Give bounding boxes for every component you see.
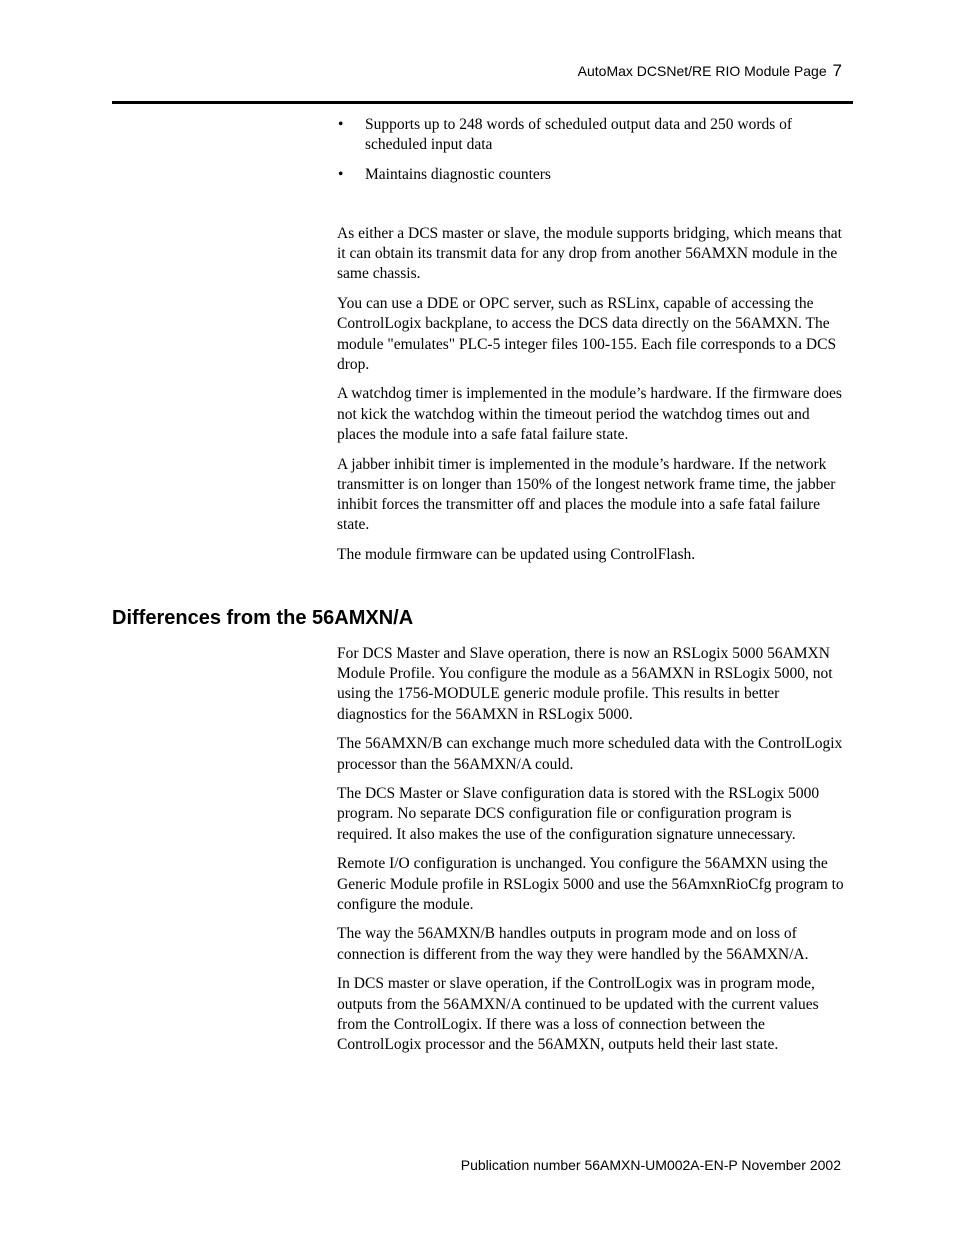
- section-paragraph: For DCS Master and Slave operation, there is now an RSLogix 5000 56AMXN Module Profile. You configure the module as a 56AMXN in RSLogix 5000, not using the 1756-MODULE generic module profile. This results in better diagnostics for the 56AMXN in RSLogix 5000.: [337, 645, 833, 723]
- feature-bullet-list: [337, 115, 847, 196]
- section-paragraph: Remote I/O configuration is unchanged. You configure the 56AMXN using the Generic Module profile in RSLogix 5000 and use the 56AmxnRioCfg program to configure the module.: [337, 855, 844, 913]
- intro-text-block: [337, 224, 847, 575]
- section-heading: Differences from the 56AMXN/A: [112, 607, 414, 629]
- section-paragraph: The DCS Master or Slave configuration data is stored with the RSLogix 5000 program. No separate DCS configuration file or configuration program is required. It also makes the use of the configuration signature unnecessary.: [337, 785, 820, 843]
- intro-paragraph: The module firmware can be updated using ControlFlash.: [337, 545, 696, 563]
- section-text-block: [337, 644, 847, 1065]
- intro-paragraph: You can use a DDE or OPC server, such as RSLinx, capable of accessing the ControlLogix backplane, to access the DCS data directly on the 56AMXN. The module "emulates" PLC-5 integer files 100-155. Each file corresponds to a DCS drop.: [337, 295, 837, 373]
- page-number: 7: [832, 61, 842, 80]
- section-paragraph: The way the 56AMXN/B handles outputs in program mode and on loss of connection is different from the way they were handled by the 56AMXN/A.: [337, 925, 809, 963]
- section-paragraph: The 56AMXN/B can exchange much more scheduled data with the ControlLogix processor than the 56AMXN/A could.: [337, 735, 843, 773]
- bullet-text: Maintains diagnostic counters: [365, 166, 551, 184]
- intro-paragraph: As either a DCS master or slave, the module supports bridging, which means that it can obtain its transmit data for any drop from another 56AMXN module in the same chassis.: [337, 225, 842, 283]
- page-footer: Publication number 56AMXN-UM002A-EN-P November 2002: [460, 1157, 841, 1173]
- bullet-text: Supports up to 248 words of scheduled output data and 250 words of scheduled input data: [365, 116, 793, 154]
- header-rule: [112, 101, 853, 104]
- section-paragraph: In DCS master or slave operation, if the ControlLogix was in program mode, outputs from the 56AMXN/A continued to be updated with the current values from the ControlLogix. If there was a loss of connection between the ControlLogix processor and the 56AMXN, outputs held their last state.: [337, 975, 819, 1053]
- bullet-dot-icon: •: [338, 166, 344, 184]
- bullet-item: [337, 165, 847, 185]
- intro-paragraph: A watchdog timer is implemented in the module’s hardware. If the firmware does not kick the watchdog within the timeout period the watchdog times out and places the module into a safe fatal failure state.: [337, 385, 842, 443]
- intro-paragraph: A jabber inhibit timer is implemented in the module’s hardware. If the network transmitter is on longer than 150% of the longest network frame time, the jabber inhibit forces the transmitter off and places the module into a safe fatal failure state.: [337, 455, 836, 534]
- bullet-item: [337, 115, 847, 155]
- page-header: [578, 60, 842, 82]
- header-title: AutoMax DCSNet/RE RIO Module Page: [577, 63, 827, 79]
- bullet-dot-icon: •: [338, 116, 344, 133]
